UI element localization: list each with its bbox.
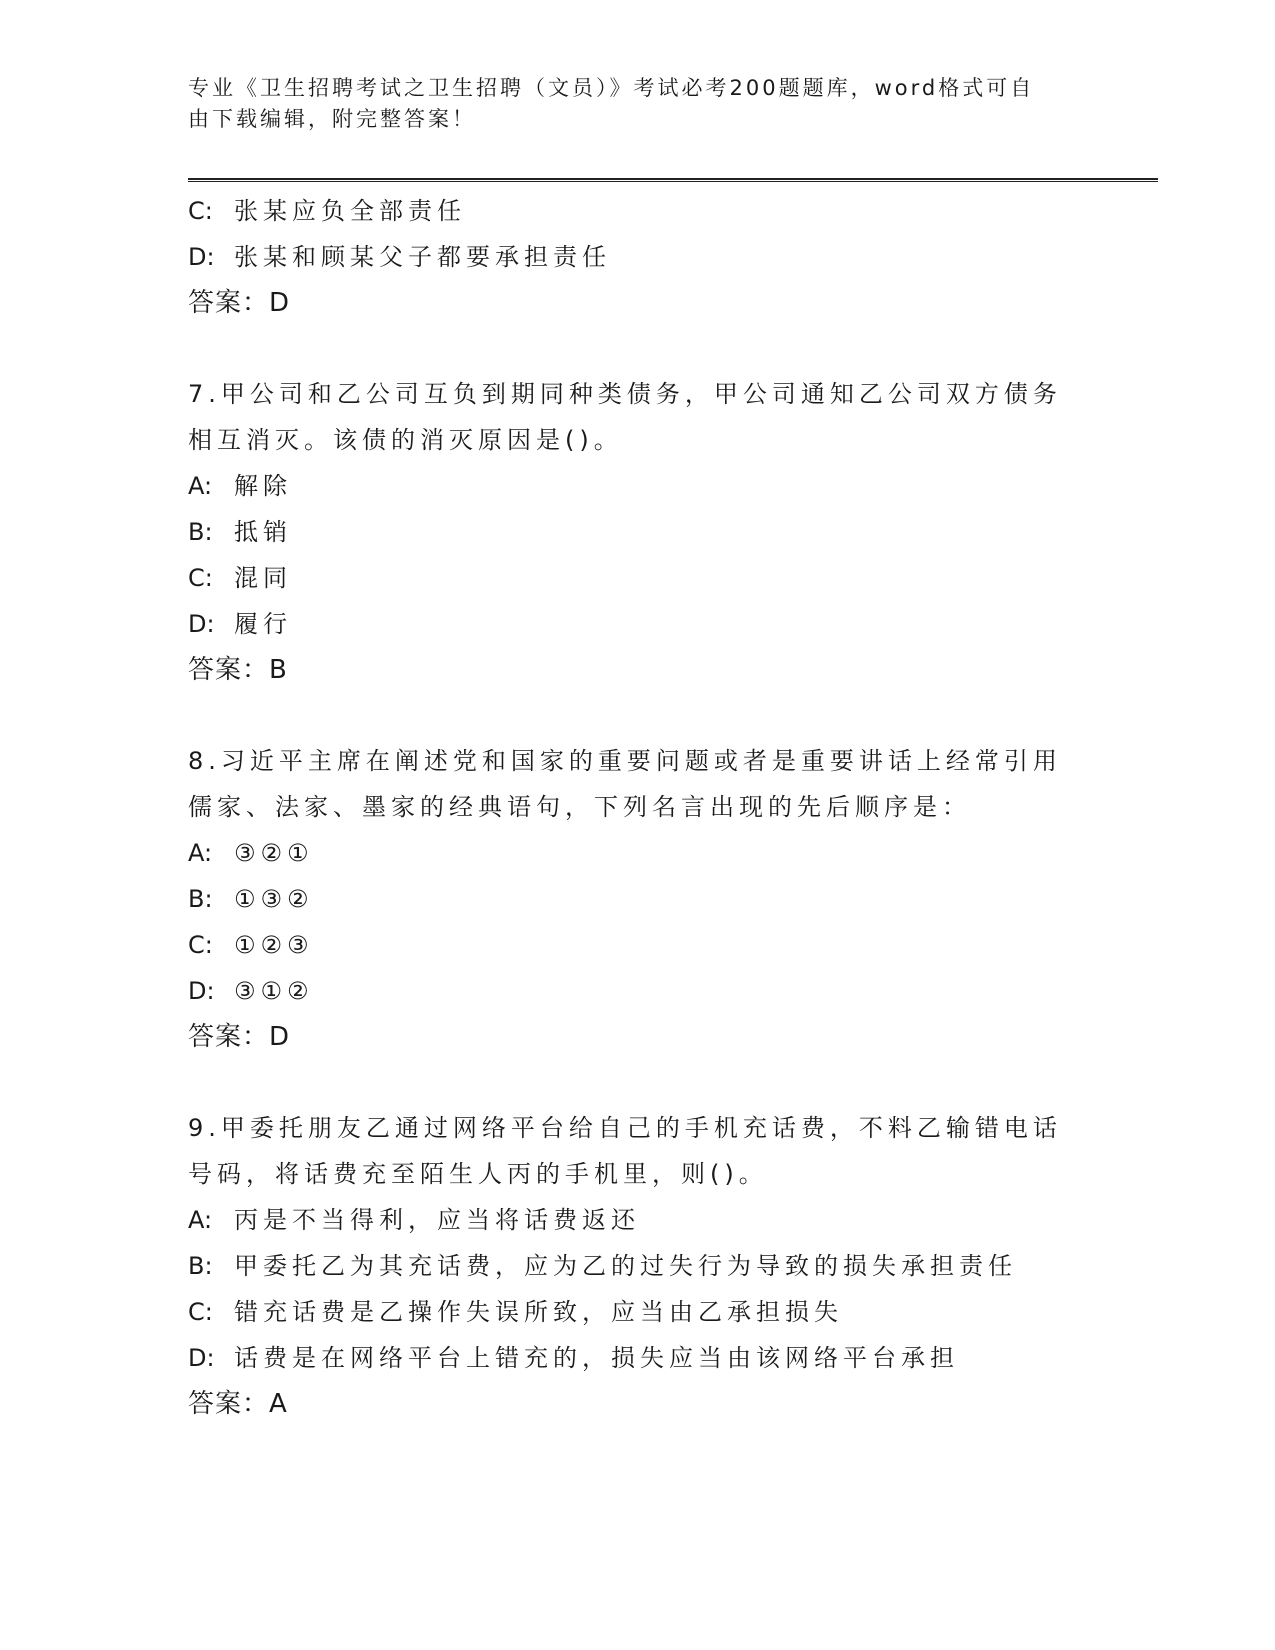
question-stem-line-1: 9.甲委托朋友乙通过网络平台给自己的手机充话费，不料乙输错电话 (188, 1114, 1062, 1142)
option-d: D: 话费是在网络平台上错充的，损失应当由该网络平台承担 (188, 1344, 959, 1372)
option-b: B: 抵销 (188, 518, 292, 546)
option-d: D: ③①② (188, 977, 314, 1005)
option-c: C: 混同 (188, 564, 292, 592)
option-c: C: 张某应负全部责任 (188, 197, 466, 225)
option-b: B: 甲委托乙为其充话费，应为乙的过失行为导致的损失承担责任 (188, 1252, 1017, 1280)
question-stem-line-2: 相互消灭。该债的消灭原因是()。 (188, 426, 623, 454)
option-a: A: ③②① (188, 839, 314, 867)
question-stem-line-1: 7.甲公司和乙公司互负到期同种类债务，甲公司通知乙公司双方债务 (188, 380, 1062, 408)
answer: 答案：B (188, 655, 288, 685)
question-stem-line-2: 号码，将话费充至陌生人丙的手机里，则()。 (188, 1160, 768, 1188)
option-c: C: 错充话费是乙操作失误所致，应当由乙承担损失 (188, 1298, 843, 1326)
question-6 (188, 188, 1088, 326)
option-c: C: ①②③ (188, 931, 314, 959)
question-stem-line-1: 8.习近平主席在阐述党和国家的重要问题或者是重要讲话上经常引用 (188, 747, 1062, 775)
option-d: D: 张某和顾某父子都要承担责任 (188, 243, 611, 271)
question-8 (188, 738, 1088, 1060)
answer: 答案：D (188, 288, 291, 318)
header-divider (188, 178, 1158, 182)
option-a: A: 丙是不当得利，应当将话费返还 (188, 1206, 640, 1234)
header-line-2: 由下载编辑，附完整答案！ (188, 107, 476, 131)
option-d: D: 履行 (188, 610, 292, 638)
question-7 (188, 371, 1088, 693)
answer: 答案：D (188, 1022, 291, 1052)
page-header (188, 73, 1068, 135)
question-list (188, 188, 1088, 1427)
header-line-1: 专业《卫生招聘考试之卫生招聘（文员）》考试必考200题题库，word格式可自 (188, 76, 1035, 100)
option-a: A: 解除 (188, 472, 292, 500)
question-stem-line-2: 儒家、法家、墨家的经典语句，下列名言出现的先后顺序是： (188, 793, 971, 821)
question-9 (188, 1105, 1088, 1427)
answer: 答案：A (188, 1389, 288, 1419)
option-b: B: ①③② (188, 885, 314, 913)
